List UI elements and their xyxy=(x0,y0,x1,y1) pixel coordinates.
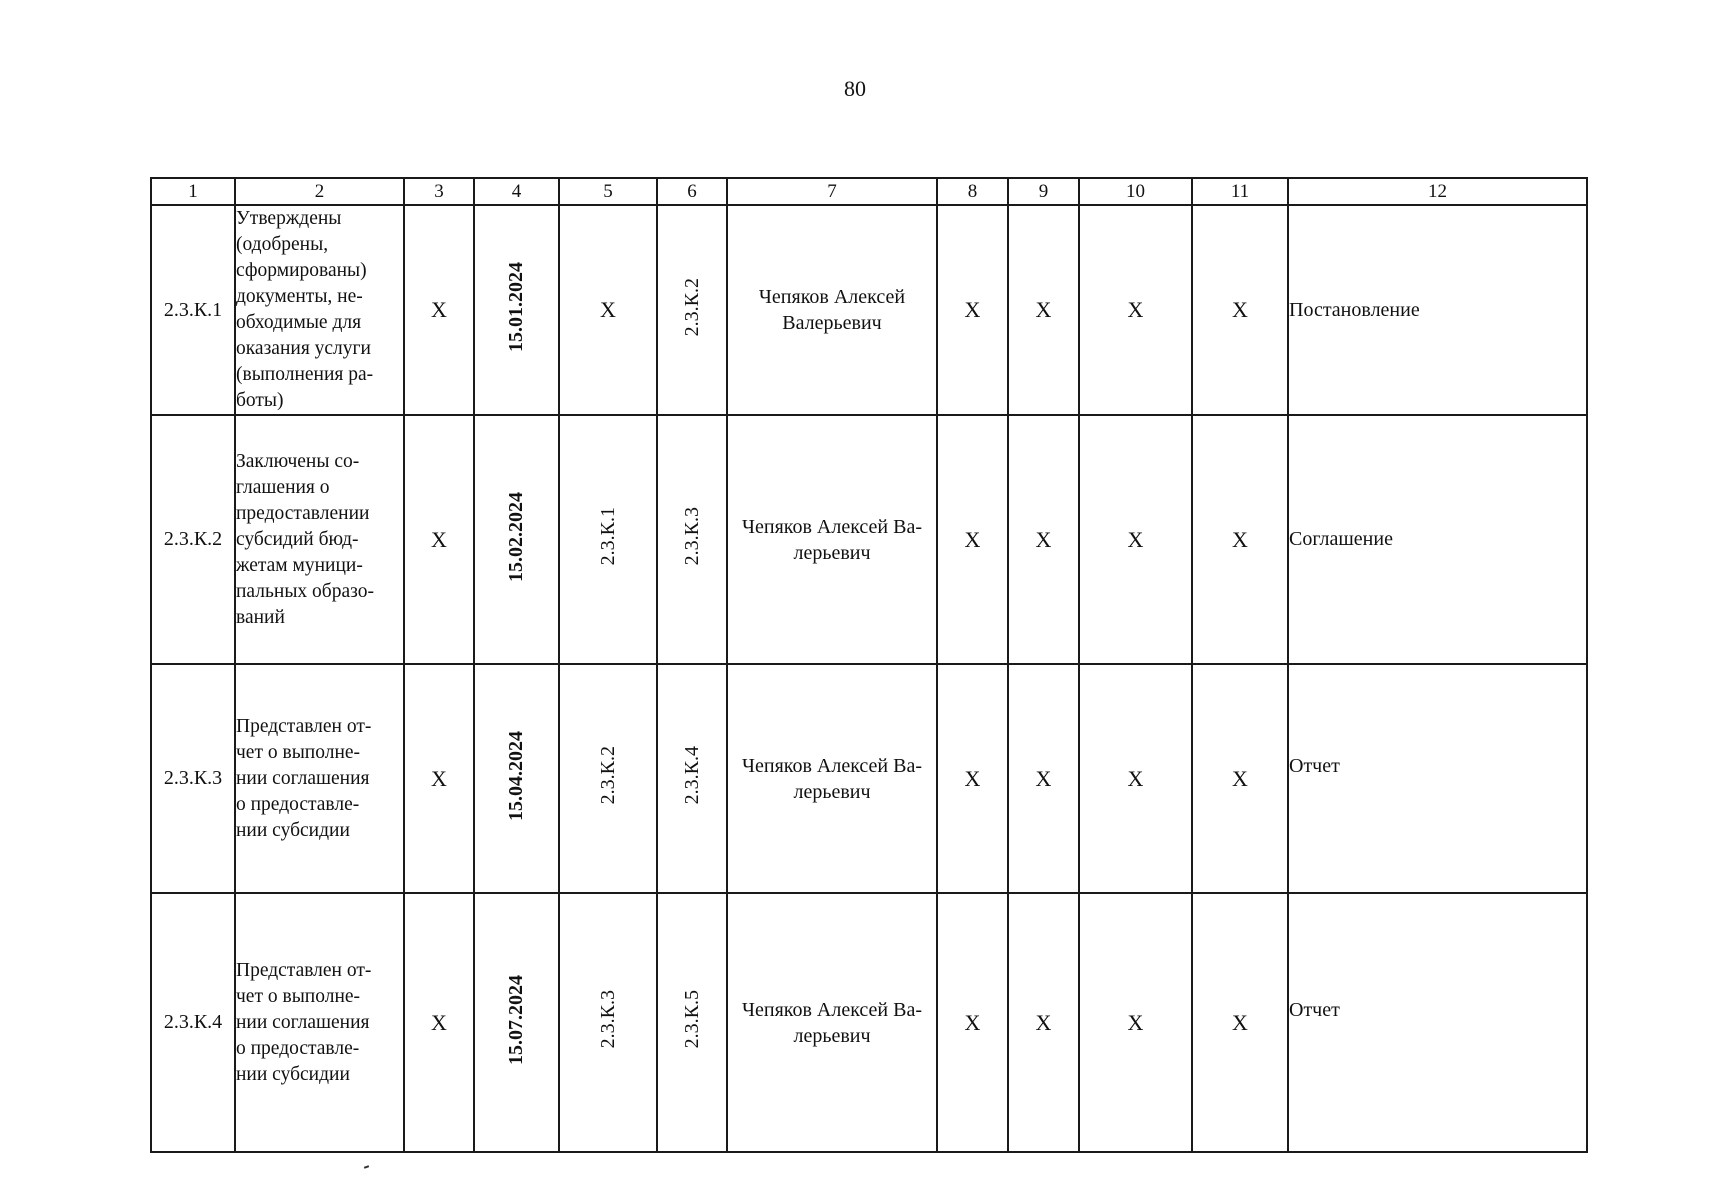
activity-name-line: (одобрены, xyxy=(236,234,329,255)
result-document xyxy=(1288,205,1587,415)
header-cell: 1 xyxy=(151,178,235,205)
predecessor-cell xyxy=(559,415,657,664)
col9-mark: Х xyxy=(1008,205,1079,415)
successor-cell xyxy=(657,415,727,664)
activity-name-line: о предоставле- xyxy=(236,1037,360,1059)
predecessor-code: 2.3.К.2 xyxy=(596,746,619,805)
control-point-name xyxy=(235,893,404,1152)
activity-name-line: Представлен от- xyxy=(236,715,372,737)
predecessor-mark: Х xyxy=(600,297,616,322)
col11-mark: Х xyxy=(1192,415,1288,664)
activity-name-line: чет о выполне- xyxy=(236,985,361,1007)
schedule-table xyxy=(150,177,1588,1153)
control-point-name xyxy=(235,415,404,664)
control-point-code: 2.3.К.2 xyxy=(151,415,235,664)
col11-mark: Х xyxy=(1192,893,1288,1152)
result-document-text: Отчет xyxy=(1289,755,1340,777)
col9-mark: Х xyxy=(1008,893,1079,1152)
col10-mark: Х xyxy=(1079,893,1192,1152)
activity-name-line: Заключены со- xyxy=(236,450,360,472)
header-cell: 3 xyxy=(404,178,474,205)
activity-name-line: глашения о xyxy=(236,476,330,498)
activity-name-line: нии соглашения xyxy=(236,767,370,789)
result-document-text: Постановление xyxy=(1289,298,1420,321)
successor-code: 2.3.К.2 xyxy=(680,277,703,337)
result-document xyxy=(1288,664,1587,893)
activity-name-line: пальных образо- xyxy=(236,580,374,602)
predecessor-cell xyxy=(559,893,657,1152)
activity-name-line: (выполнения ра- xyxy=(236,364,374,385)
header-cell: 4 xyxy=(474,178,559,205)
successor-code: 2.3.К.4 xyxy=(680,746,703,805)
deadline-date: 15.01.2024 xyxy=(505,262,527,352)
activity-name-line: Утверждены xyxy=(236,208,342,229)
header-cell: 10 xyxy=(1079,178,1192,205)
col10-mark: Х xyxy=(1079,205,1192,415)
control-point-code: 2.3.К.3 xyxy=(151,664,235,893)
predecessor-cell xyxy=(559,205,657,415)
responsible-person: Чепяков Алексей Ва-лерьевич xyxy=(727,664,937,893)
predecessor-code: 2.3.К.3 xyxy=(596,990,619,1049)
table-row xyxy=(151,205,1587,415)
col11-mark: Х xyxy=(1192,664,1288,893)
header-cell: 8 xyxy=(937,178,1008,205)
col8-mark: Х xyxy=(937,893,1008,1152)
scan-speck xyxy=(364,1165,369,1169)
col11-mark: Х xyxy=(1192,205,1288,415)
col3-mark: Х xyxy=(404,205,474,415)
deadline-cell xyxy=(474,664,559,893)
activity-name-line: нии субсидии xyxy=(236,819,350,841)
activity-name-line: Представлен от- xyxy=(236,959,372,981)
col8-mark: Х xyxy=(937,415,1008,664)
successor-cell xyxy=(657,893,727,1152)
deadline-date: 15.04.2024 xyxy=(505,730,527,821)
activity-name-line: оказания услуги xyxy=(236,338,371,359)
predecessor-code: 2.3.К.1 xyxy=(596,507,619,566)
activity-name-line: сформированы) xyxy=(236,260,367,281)
activity-name-line: субсидий бюд- xyxy=(236,528,359,550)
header-cell: 12 xyxy=(1288,178,1587,205)
successor-code: 2.3.К.5 xyxy=(680,990,703,1049)
result-document xyxy=(1288,415,1587,664)
responsible-person: Чепяков Алексей Валерьевич xyxy=(727,205,937,415)
header-cell: 9 xyxy=(1008,178,1079,205)
deadline-cell xyxy=(474,415,559,664)
deadline-date: 15.07.2024 xyxy=(505,974,527,1065)
table-row xyxy=(151,664,1587,893)
page-number: 80 xyxy=(844,76,866,101)
col9-mark: Х xyxy=(1008,415,1079,664)
col9-mark: Х xyxy=(1008,664,1079,893)
result-document-text: Отчет xyxy=(1289,999,1340,1021)
successor-code: 2.3.К.3 xyxy=(680,507,703,566)
activity-name-line: документы, не- xyxy=(236,286,363,307)
header-cell: 2 xyxy=(235,178,404,205)
col8-mark: Х xyxy=(937,205,1008,415)
table-row xyxy=(151,415,1587,664)
header-cell: 7 xyxy=(727,178,937,205)
col10-mark: Х xyxy=(1079,664,1192,893)
deadline-date: 15.02.2024 xyxy=(505,491,527,582)
activity-name-line: жетам муници- xyxy=(236,554,363,576)
activity-name-line: предоставлении xyxy=(236,502,370,524)
col3-mark: Х xyxy=(404,664,474,893)
header-cell: 11 xyxy=(1192,178,1288,205)
responsible-person: Чепяков Алексей Ва-лерьевич xyxy=(727,415,937,664)
deadline-cell xyxy=(474,205,559,415)
control-point-code: 2.3.К.1 xyxy=(151,205,235,415)
activity-name-line: нии соглашения xyxy=(236,1011,370,1033)
header-cell: 5 xyxy=(559,178,657,205)
activity-name-line: обходимые для xyxy=(236,312,362,333)
activity-name-line: о предоставле- xyxy=(236,793,360,815)
activity-name-line: боты) xyxy=(236,390,284,411)
table-row xyxy=(151,893,1587,1152)
successor-cell xyxy=(657,664,727,893)
header-row xyxy=(151,178,1587,205)
result-document xyxy=(1288,893,1587,1152)
predecessor-cell xyxy=(559,664,657,893)
activity-name-line: чет о выполне- xyxy=(236,741,361,763)
col8-mark: Х xyxy=(937,664,1008,893)
col10-mark: Х xyxy=(1079,415,1192,664)
col3-mark: Х xyxy=(404,893,474,1152)
col3-mark: Х xyxy=(404,415,474,664)
control-point-name xyxy=(235,205,404,415)
responsible-person: Чепяков Алексей Ва-лерьевич xyxy=(727,893,937,1152)
successor-cell xyxy=(657,205,727,415)
activity-name-line: нии субсидии xyxy=(236,1063,350,1085)
control-point-code: 2.3.К.4 xyxy=(151,893,235,1152)
header-cell: 6 xyxy=(657,178,727,205)
result-document-text: Соглашение xyxy=(1289,528,1393,550)
deadline-cell xyxy=(474,893,559,1152)
activity-name-line: ваний xyxy=(236,606,285,628)
control-point-name xyxy=(235,664,404,893)
